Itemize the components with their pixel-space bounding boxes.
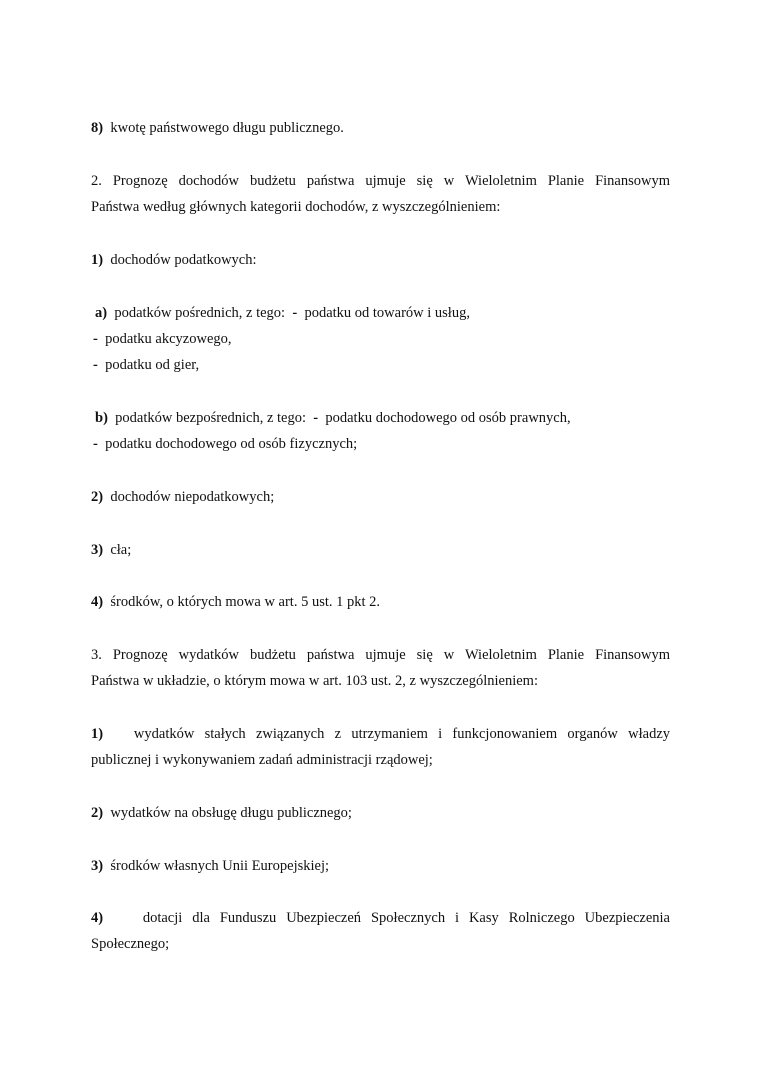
item-text: podatków bezpośrednich, z tego: xyxy=(115,410,307,426)
sub-item-a-2 xyxy=(93,329,232,349)
paragraph-text: 2. Prognozę dochodów budżetu państwa ujmuje się w Wieloletnim Planie Finansowym xyxy=(91,173,670,189)
item-letter: b) xyxy=(95,410,108,426)
dash: - xyxy=(292,305,298,321)
item-number: 2) xyxy=(91,489,104,505)
sub-item-b xyxy=(95,408,571,428)
dash: - xyxy=(313,410,319,426)
list-item-4 xyxy=(91,592,380,612)
section-3-list-item-4-line-2 xyxy=(91,934,169,954)
item-text: podatku dochodowego od osób fizycznych; xyxy=(105,436,358,452)
item-number: 3) xyxy=(91,542,104,558)
item-text: dochodów podatkowych: xyxy=(110,252,257,268)
sub-item-a-3 xyxy=(93,355,199,375)
list-item-8 xyxy=(91,118,344,138)
paragraph-text: Państwa według głównych kategorii dochodów, z wyszczególnieniem: xyxy=(91,199,501,215)
dash: - xyxy=(93,331,98,347)
item-letter: a) xyxy=(95,305,108,321)
section-3-list-item-1-line-1 xyxy=(91,724,670,744)
item-number: 1) xyxy=(91,726,104,742)
item-number: 1) xyxy=(91,252,104,268)
item-number: 8) xyxy=(91,120,104,136)
paragraph-text: 3. Prognozę wydatków budżetu państwa ujmuje się w Wieloletnim Planie Finansowym xyxy=(91,647,670,663)
item-text: dochodów niepodatkowych; xyxy=(110,489,275,505)
item-text: środków, o których mowa w art. 5 ust. 1 pkt 2. xyxy=(110,594,381,610)
item-text: cła; xyxy=(110,542,132,558)
item-number: 2) xyxy=(91,805,104,821)
item-text: podatku od gier, xyxy=(105,357,200,373)
item-text: podatków pośrednich, z tego: xyxy=(114,305,286,321)
list-item-1 xyxy=(91,250,257,270)
item-text: podatku od towarów i usług, xyxy=(304,305,470,321)
sub-item-b-2 xyxy=(93,434,357,454)
item-number: 3) xyxy=(91,858,104,874)
section-3-list-item-1-line-2 xyxy=(91,750,433,770)
section-3-list-item-4-line-1 xyxy=(91,908,670,928)
section-3-paragraph-line-2 xyxy=(91,671,538,691)
item-text: publicznej i wykonywaniem zadań administracji rządowej; xyxy=(91,752,433,768)
item-text: podatku dochodowego od osób prawnych, xyxy=(325,410,571,426)
item-text: środków własnych Unii Europejskiej; xyxy=(110,858,330,874)
sub-item-a xyxy=(95,303,470,323)
section-3-list-item-3 xyxy=(91,856,329,876)
paragraph-text: Państwa w układzie, o którym mowa w art. 103 ust. 2, z wyszczególnieniem: xyxy=(91,673,538,689)
item-number: 4) xyxy=(91,594,104,610)
list-item-2 xyxy=(91,487,274,507)
item-text: wydatków na obsługę długu publicznego; xyxy=(110,805,352,821)
item-text: kwotę państwowego długu publicznego. xyxy=(110,120,344,136)
item-text: dotacji dla Funduszu Ubezpieczeń Społecznych i Kasy Rolniczego Ubezpieczenia xyxy=(142,910,670,926)
section-2-paragraph-line-1 xyxy=(91,171,670,191)
list-item-3 xyxy=(91,540,131,560)
item-text: wydatków stałych związanych z utrzymaniem i funkcjonowaniem organów władzy xyxy=(133,726,671,742)
item-number: 4) xyxy=(91,910,104,926)
dash: - xyxy=(93,357,98,373)
section-3-paragraph-line-1 xyxy=(91,645,670,665)
item-text: podatku akcyzowego, xyxy=(105,331,232,347)
section-3-list-item-2 xyxy=(91,803,352,823)
dash: - xyxy=(93,436,98,452)
item-text: Społecznego; xyxy=(91,936,170,952)
section-2-paragraph-line-2 xyxy=(91,197,500,217)
